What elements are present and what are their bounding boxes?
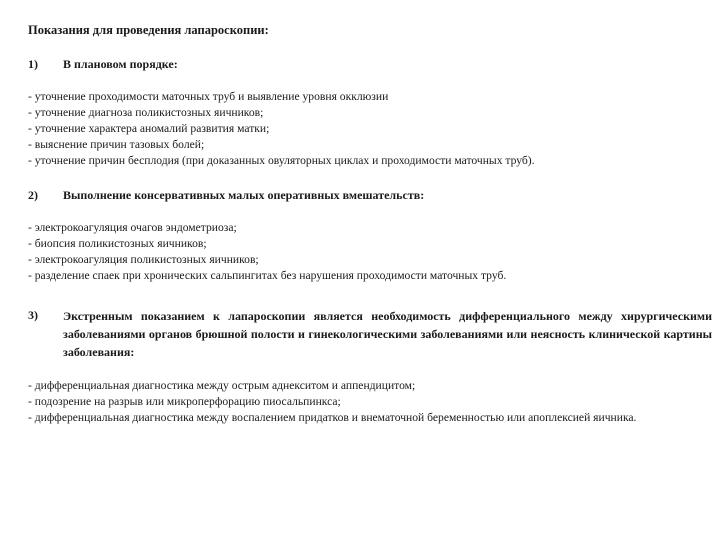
- list-item: - уточнение причин бесплодия (при доказанных овуляторных циклах и проходимости маточных труб).: [28, 154, 535, 167]
- section-3-heading: [28, 307, 712, 361]
- list-item: - электрокоагуляция поликистозных яичников;: [28, 253, 259, 266]
- section-3-list: [28, 378, 712, 426]
- section-title: Выполнение консервативных малых оперативных вмешательств:: [63, 188, 425, 202]
- list-item: - выяснение причин тазовых болей;: [28, 138, 205, 151]
- section-title: В плановом порядке:: [63, 57, 178, 71]
- section-1-heading: [28, 56, 712, 72]
- section-title: Экстренным показанием к лапароскопии является необходимость дифференциального между хирургическими заболеваниями органов брюшной полости и гинекологическими заболеваниями или неясность клинической картины заболевания:: [63, 309, 712, 359]
- list-item: - подозрение на разрыв или микроперфорацию пиосальпинкса;: [28, 395, 341, 408]
- page-title: Показания для проведения лапароскопии:: [28, 23, 269, 37]
- list-item: - уточнение проходимости маточных труб и выявление уровня окклюзии: [28, 90, 389, 103]
- list-item: - уточнение характера аномалий развития матки;: [28, 122, 270, 135]
- section-number: 1): [28, 57, 38, 71]
- section-2-list: [28, 220, 712, 284]
- list-item: - уточнение диагноза поликистозных яичников;: [28, 106, 264, 119]
- list-item: - разделение спаек при хронических сальпингитах без нарушения проходимости маточных труб.: [28, 269, 507, 282]
- section-number: 3): [28, 308, 38, 322]
- list-item: - биопсия поликистозных яичников;: [28, 237, 207, 250]
- list-item: - электрокоагуляция очагов эндометриоза;: [28, 221, 237, 234]
- list-item: - дифференциальная диагностика между острым аднекситом и аппендицитом;: [28, 379, 416, 392]
- section-number: 2): [28, 188, 38, 202]
- list-item: - дифференциальная диагностика между воспалением придатков и внематочной беременностью или апоплексией яичника.: [28, 411, 637, 424]
- section-2-heading: [28, 187, 712, 203]
- section-1-list: [28, 89, 712, 169]
- document-page: [28, 22, 712, 444]
